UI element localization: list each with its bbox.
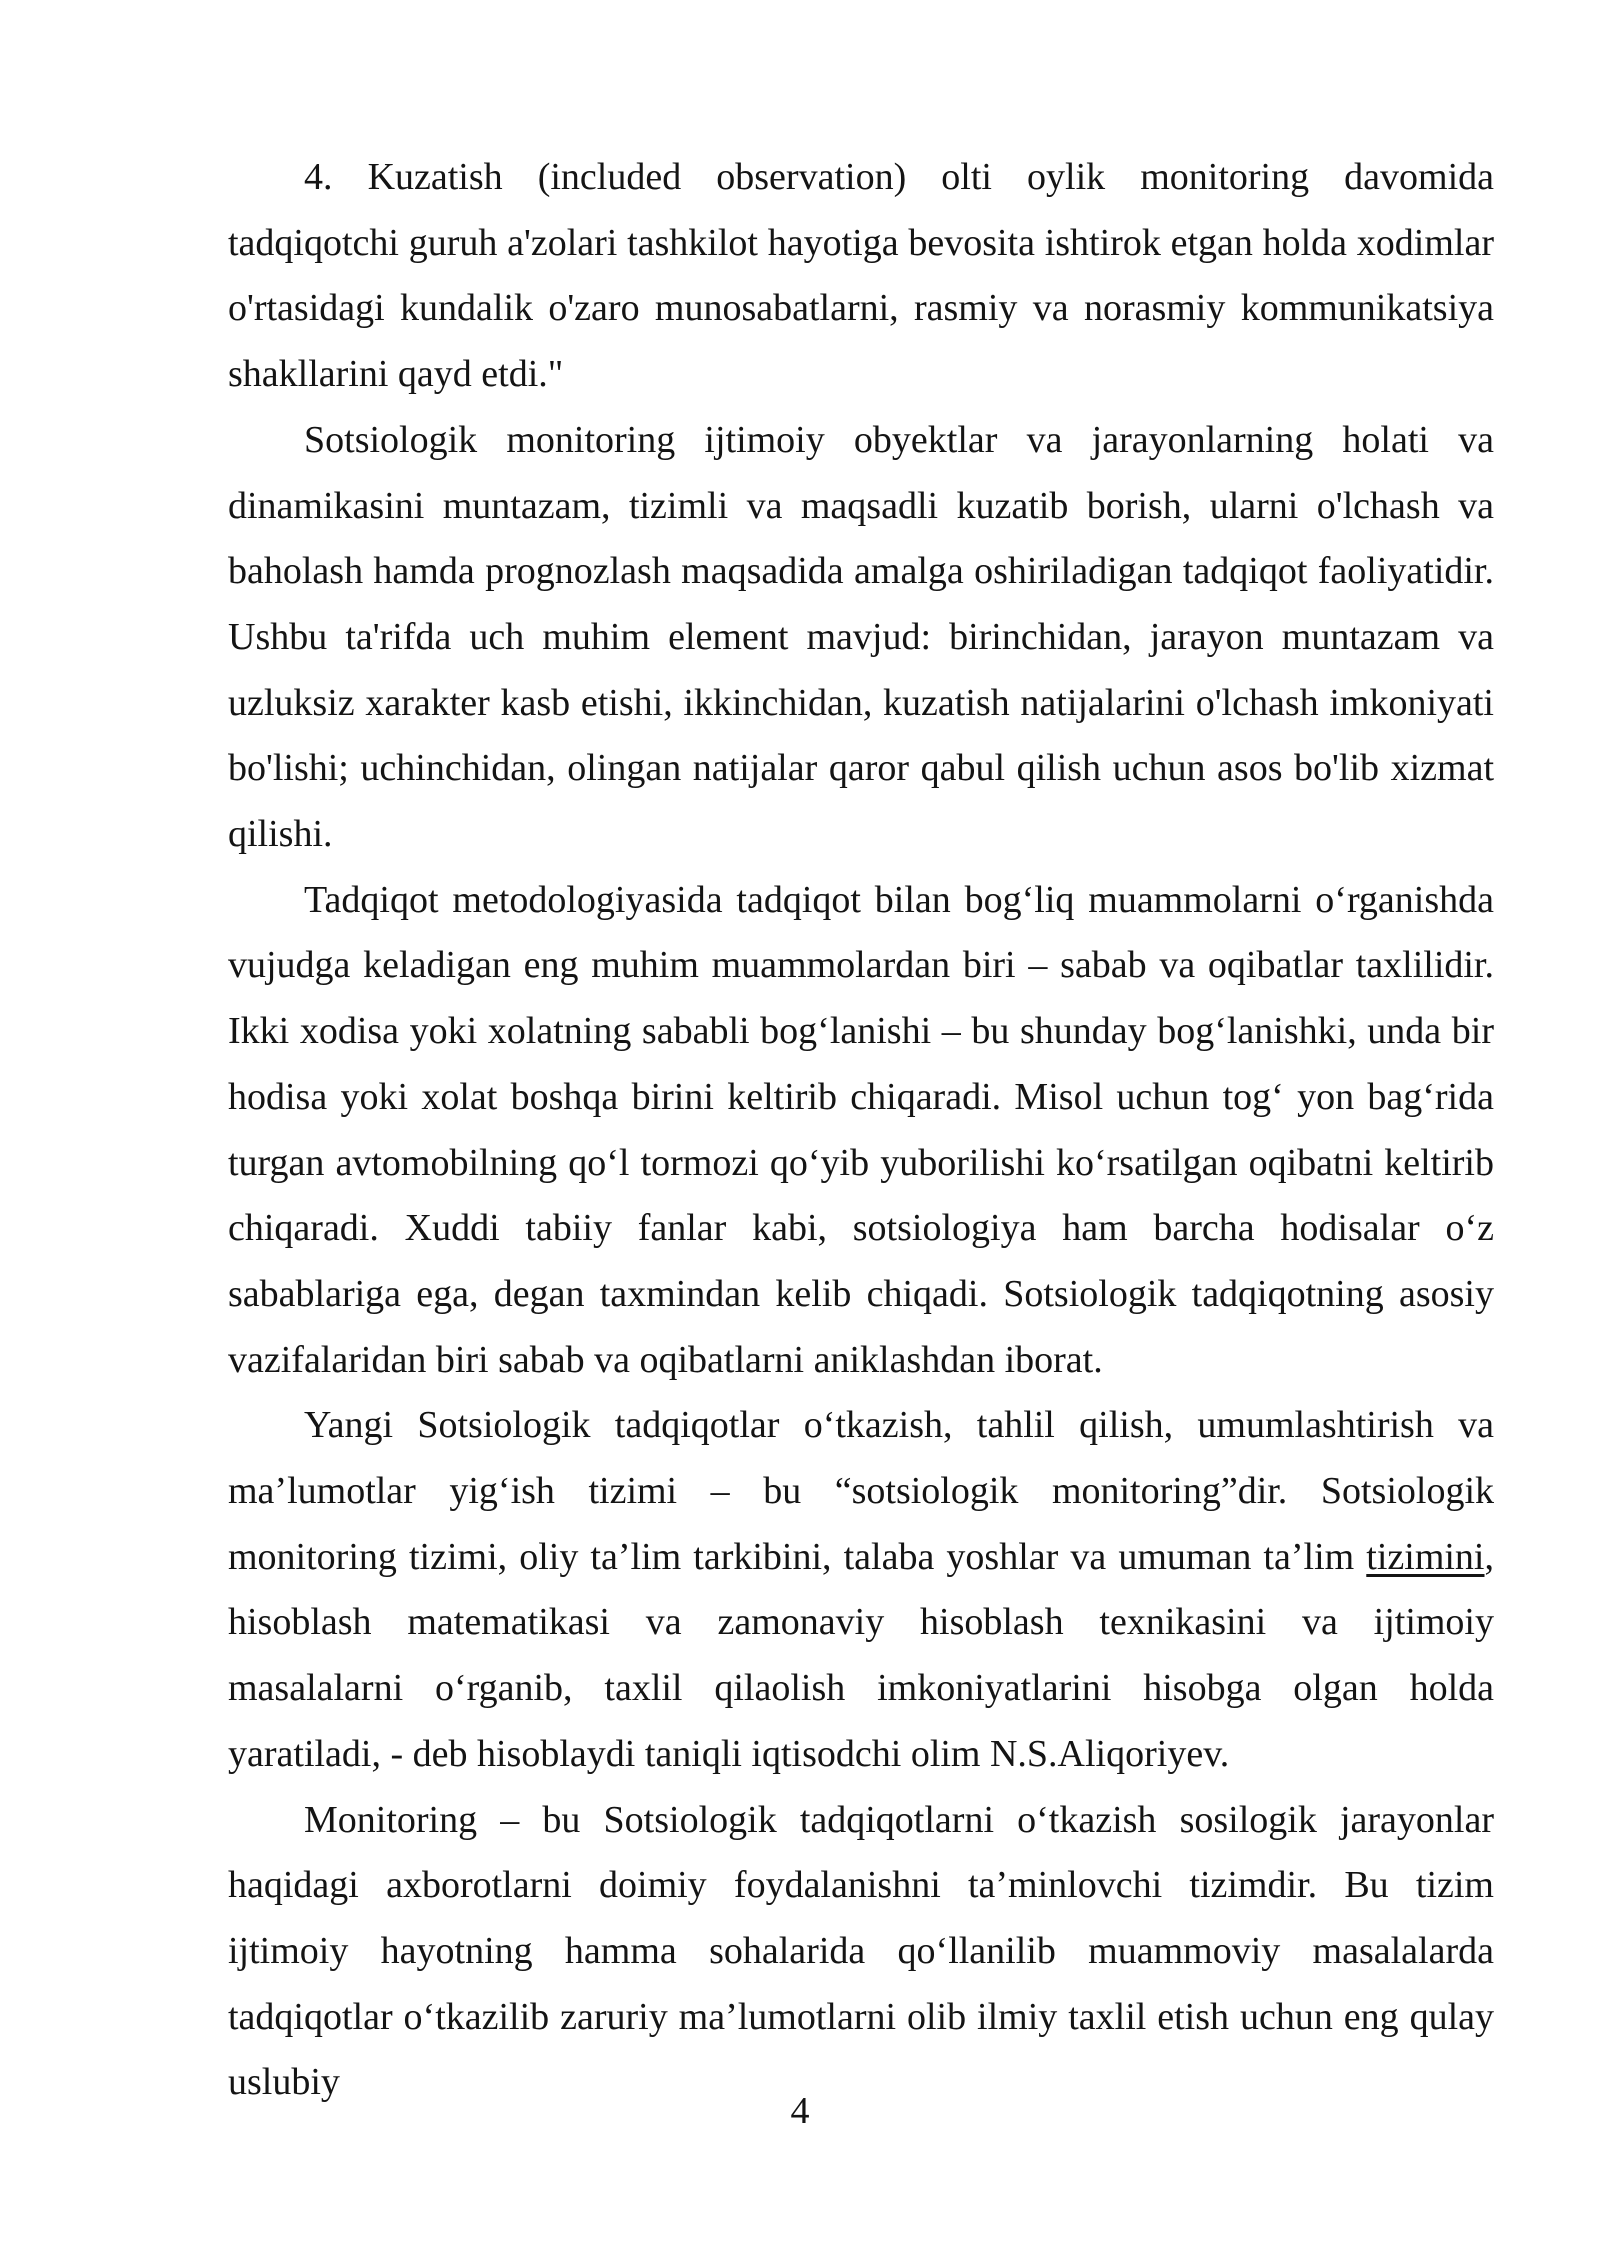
paragraph-sotsiologik-monitoring-definition: Sotsiologik monitoring ijtimoiy obyektlar va jarayonlarning holati va dinamikasini muntazam, tizimli va maqsadli kuzatib borish, ularni o'lchash va baholash hamda prognozlash maqsadida amalga oshiriladigan tadqiqot faoliyatidir. Ushbu ta'rifda uch muhim element mavjud: birinchidan, jarayon muntazam va uzluksiz xarakter kasb etishi, ikkinchidan, kuzatish natijalarini o'lchash imkoniyati bo'lishi; uchinchidan, olingan natijalar qaror qabul qilish uchun asos bo'lib xizmat qilishi. — [228, 418, 1494, 856]
paragraph-monitoring-axborot: Monitoring – bu Sotsiologik tadqiqotlarni o‘tkazish sosilogik jarayonlar haqidagi axborotlarni doimiy foydalanishni ta’minlovchi tizimdir. Bu tizim ijtimoiy hayotning hamma sohalarida qo‘llanilib muammoviy masalalarda tadqiqotlar o‘tkazilib zaruriy ma’lumotlarni olib ilmiy taxlil etish uchun eng qulay uslubiy — [228, 1798, 1494, 2104]
paragraph-kuzatish: 4. Kuzatish (included observation) olti oylik monitoring davomida tadqiqotchi guruh a'zolari tashkilot hayotiga bevosita ishtirok etgan holda xodimlar o'rtasidagi kundalik o'zaro munosabatlarni, rasmiy va norasmiy kommunikatsiya shakllarini qayd etdi." — [228, 156, 1494, 396]
page-number: 4 — [790, 2090, 810, 2132]
paragraph-text-before: Yangi Sotsiologik tadqiqotlar o‘tkazish, tahlil qilish, umumlashtirish va ma’lumotlar yig‘ish tizimi – bu “sotsiologik monitoring”dir. Sotsiologik monitoring tizimi, oliy ta’lim tarkibini, talaba yoshlar va umuman ta’lim — [228, 1404, 1494, 1578]
document-page — [228, 145, 1494, 2116]
paragraph-text-after: , hisoblash matematikasi va zamonaviy hisoblash texnikasini va ijtimoiy masalalarni o‘rganib, taxlil qilaolish imkoniyatlarini hisobga olgan holda yaratiladi, - deb hisoblaydi taniqli iqtisodchi olim N.S.Aliqoriyev. — [228, 1535, 1494, 1775]
paragraph-monitoring-tizimi — [228, 1393, 1494, 1787]
paragraph-sabab-oqibat: Tadqiqot metodologiyasida tadqiqot bilan bog‘liq muammolarni o‘rganishda vujudga keladigan eng muhim muammolardan biri – sabab va oqibatlar taxlilidir. Ikki xodisa yoki xolatning sababli bog‘lanishi – bu shunday bog‘lanishki, unda bir hodisa yoki xolat boshqa birini keltirib chiqaradi. Misol uchun tog‘ yon bag‘rida turgan avtomobilning qo‘l tormozi qo‘yib yuborilishi ko‘rsatilgan oqibatni keltirib chiqaradi. Xuddi tabiiy fanlar kabi, sotsiologiya ham barcha hodisalar o‘z sabablariga ega, degan taxmindan kelib chiqadi. Sotsiologik tadqiqotning asosiy vazifalaridan biri sabab va oqibatlarni aniklashdan iborat. — [228, 878, 1494, 1381]
underlined-word: tizimini — [1366, 1535, 1485, 1578]
